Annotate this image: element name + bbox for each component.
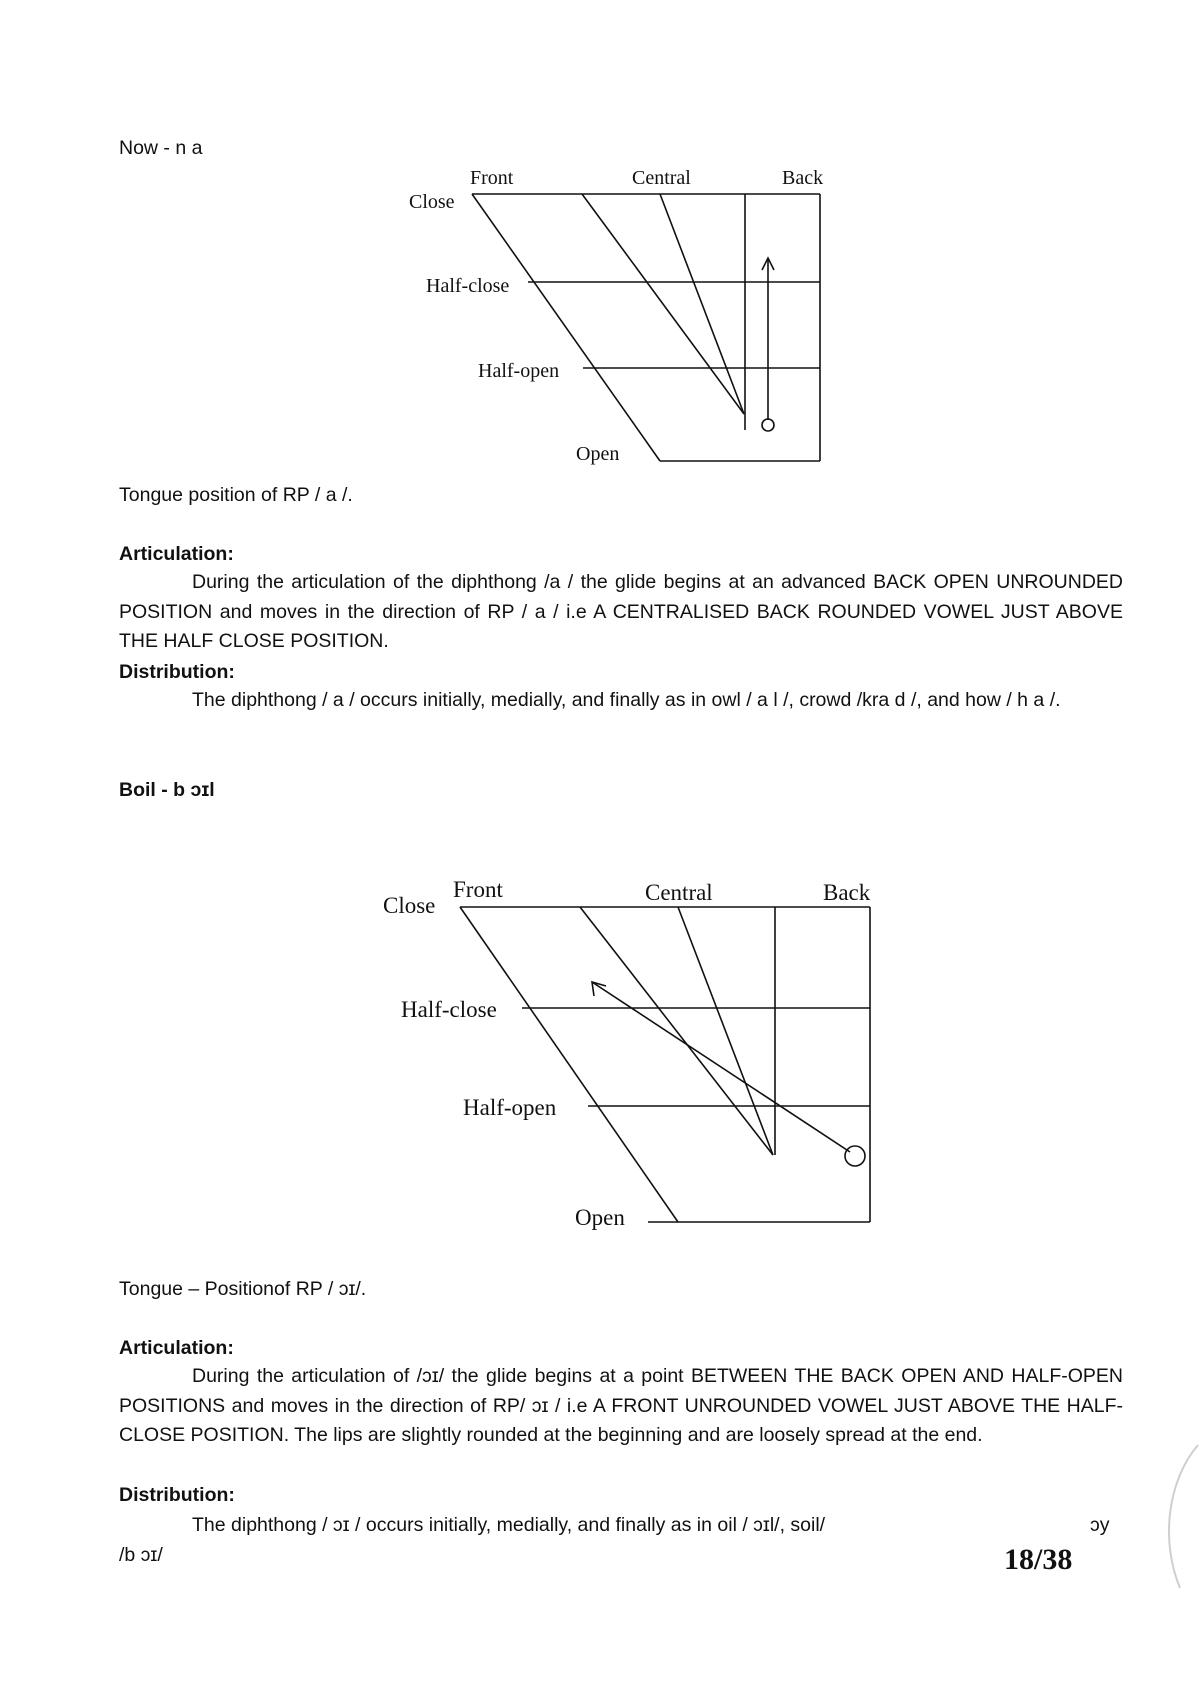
vowel-chart-au [400, 160, 840, 485]
chart1-label-half-close: Half-close [426, 275, 510, 297]
scan-edge-mark [1140, 1440, 1200, 1590]
chart1-label-back: Back [782, 167, 824, 189]
chart1-central-line-1 [582, 194, 744, 414]
caption-diagram-2: Tongue – Positionof RP / ɔɪ/. [119, 1278, 367, 1300]
distribution-text-2: The diphthong / ɔɪ / occurs initially, medially, and finally as in oil / ɔɪl/, soil/ [192, 1514, 826, 1536]
page-number: 18/38 [1004, 1543, 1073, 1576]
articulation-paragraph-2 [119, 1362, 1123, 1451]
chart2-label-half-close: Half-close [401, 997, 497, 1022]
chart2-central-line-2 [678, 907, 773, 1155]
chart1-label-front: Front [470, 167, 514, 189]
chart1-label-open: Open [576, 443, 620, 465]
chart2-central-line-1 [580, 907, 773, 1155]
chart2-label-back: Back [823, 880, 871, 905]
chart2-label-central: Central [645, 880, 713, 905]
chart1-central-line-2 [660, 194, 744, 414]
articulation-paragraph-1 [119, 568, 1123, 657]
vowel-chart-oi [370, 860, 880, 1245]
articulation-text-2: During the articulation of /ɔɪ/ the glide begins at a point BETWEEN THE BACK OPEN AND HALF-OPEN POSITIONS and moves in the direction of RP/ ɔɪ / i.e A FRONT UNROUNDED VOWEL JUST ABOVE THE HALF-CLOSE POSITION. The lips are slightly rounded at the beginning and are loosely spread at the end. [119, 1365, 1123, 1446]
chart2-label-half-open: Half-open [463, 1095, 557, 1120]
distribution-heading-1: Distribution: [119, 661, 235, 683]
caption-diagram-1: Tongue position of RP / a /. [119, 484, 353, 506]
page-top-label: Now - n a [119, 137, 203, 159]
articulation-heading-1: Articulation: [119, 543, 234, 565]
articulation-heading-2: Articulation: [119, 1337, 234, 1359]
chart1-label-close: Close [409, 191, 455, 213]
chart2-label-close: Close [383, 893, 436, 918]
distribution-paragraph-1 [119, 686, 1123, 716]
chart1-label-half-open: Half-open [478, 360, 560, 382]
chart2-label-open: Open [575, 1205, 625, 1230]
chart1-start-circle [762, 419, 774, 431]
distribution-text-2-continued: /b ɔɪ/ [119, 1544, 163, 1566]
chart2-start-circle [845, 1146, 865, 1166]
chart2-front-edge [460, 907, 678, 1222]
distribution-heading-2: Distribution: [119, 1484, 235, 1506]
chart1-label-central: Central [632, 167, 691, 189]
boil-label: Boil - b ɔɪl [119, 779, 215, 801]
articulation-text-1: During the articulation of the diphthong /a / the glide begins at an advanced BACK OPEN UNROUNDED POSITION and moves in the direction of RP / a / i.e A CENTRALISED BACK ROUNDED VOWEL JUST ABOVE THE HALF CLOSE POSITION. [119, 571, 1123, 652]
distribution-edge-text: ɔy [1090, 1514, 1110, 1536]
chart1-front-edge [472, 194, 660, 461]
distribution-text-1: The diphthong / a / occurs initially, medially, and finally as in owl / a l /, crowd /kra d /, and how / h a /. [192, 689, 1061, 711]
chart2-label-front: Front [453, 877, 503, 902]
